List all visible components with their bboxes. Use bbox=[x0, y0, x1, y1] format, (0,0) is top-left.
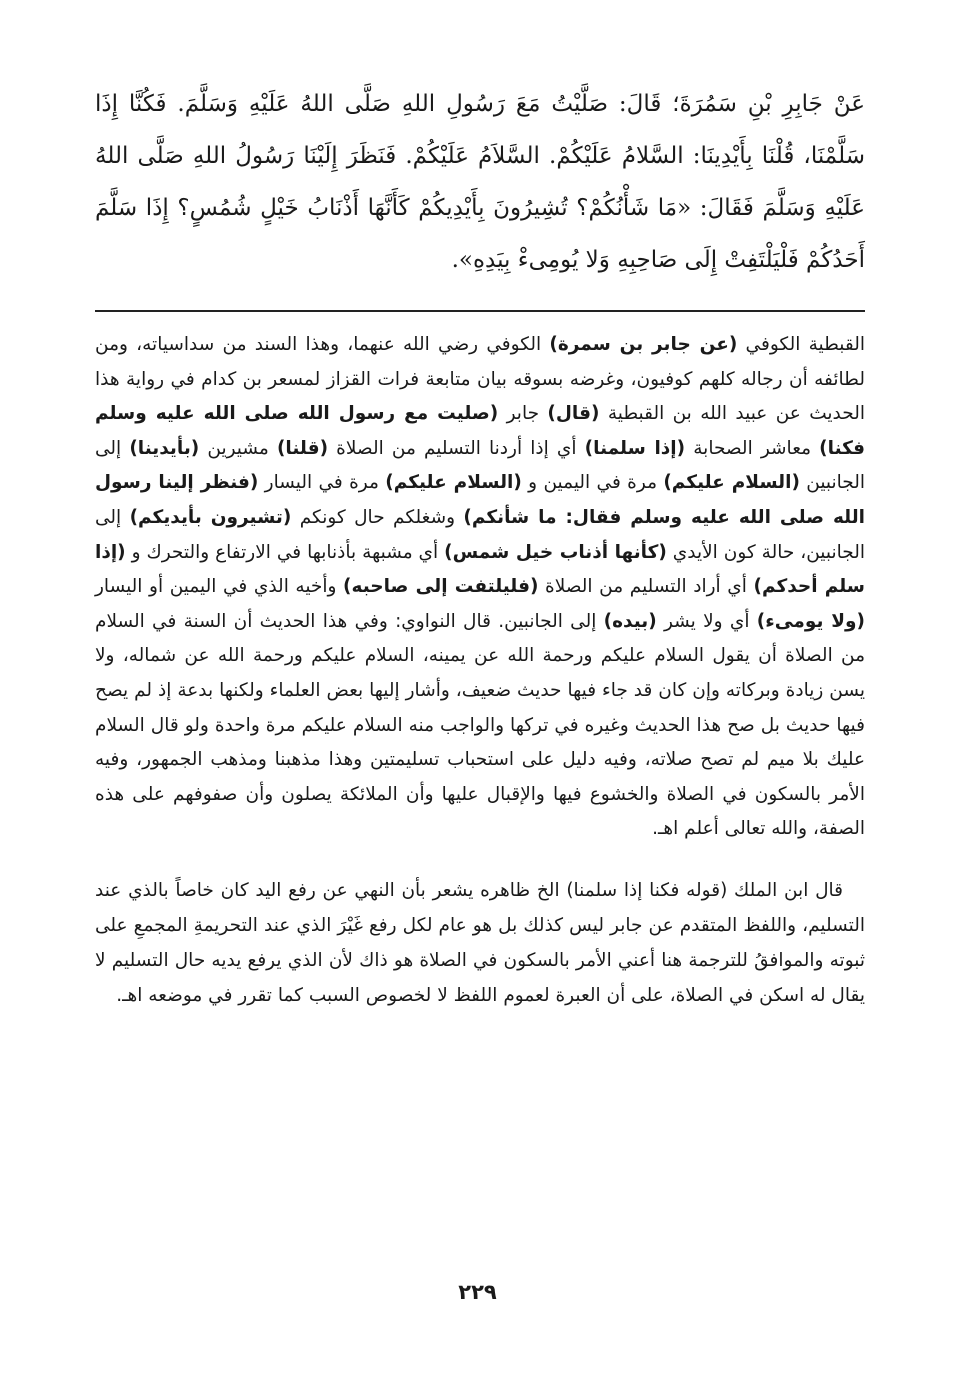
commentary-bold: (السلام عليكم) bbox=[663, 472, 800, 494]
commentary-bold: (فنظر إلينا رسول الله صلى الله عليه وسلم فقال: ما شأنكم) bbox=[95, 472, 866, 528]
commentary-bold: (فليلتفت إلى صاحبه) bbox=[343, 576, 539, 598]
commentary-segment: إلى الجانبين، حالة كون الأيدي bbox=[95, 506, 865, 563]
commentary-segment: أي ولا يشر bbox=[656, 610, 757, 632]
commentary-bold: (ولا يومىء) bbox=[756, 610, 865, 632]
commentary-segment: وأخيه الذي في اليمين أو اليسار bbox=[95, 576, 344, 598]
commentary-bold: (بأيدينا) bbox=[129, 437, 200, 459]
commentary-segment: جابر bbox=[498, 403, 548, 425]
commentary-segment: وشغلكم حال كونكم bbox=[291, 506, 464, 528]
commentary-bold: (قال) bbox=[547, 403, 600, 425]
commentary-bold: (بيده) bbox=[603, 610, 657, 632]
commentary-bold: (تشيرون بأيديكم) bbox=[129, 506, 292, 528]
page-body bbox=[95, 70, 865, 1013]
commentary-segment: أي إذا أردنا التسليم من الصلاة bbox=[328, 437, 585, 459]
hadith-text: عَنْ جَابِرِ بْنِ سَمُرَةَ؛ قَالَ: صَلَّيْتُ مَعَ رَسُولِ اللهِ صَلَّى اللهُ عَلَيْهِ وَسَلَّمَ. فَكُنَّا إِذَا سَلَّمْنَا، قُلْنَا بِأَيْدِينَا: السَّلامُ عَلَيْكُمْ. السَّلاَمُ عَلَيْكُمْ. فَنَظَرَ إِلَيْنَا رَسُولُ اللهِ صَلَّى اللهُ عَلَيْهِ وَسَلَّمَ فَقَالَ: «مَا شَأْنُكُمْ؟ تُشِيرُونَ بِأَيْدِيكُمْ كَأَنَّهَا أَذْنَابُ خَيْلٍ شُمُسٍ؟ إِذَا سَلَّمَ أَحَدُكُمْ فَلْيَلْتَفِتْ إِلَى صَاحِبِهِ وَلا يُومِىءْ بِيَدِهِ». bbox=[95, 91, 865, 273]
commentary-segment: إلى الجانبين. قال النواوي: وفي هذا الحديث أن السنة في السلام من الصلاة أن يقول السلام عليكم ورحمة الله عن يمينه، السلام عليكم ورحمة الله عن شماله، ولا يسن زيادة وبركاته وإن كان قد جاء فيها حديث ضعيف، وأشار إليها بعض العلماء ولكنها بدعة إذ لم يصح فيها حديث بل صح هذا الحديث وغيره في تركها والواجب منه السلام عليكم مرة واحدة ولو قال السلام عليك بلا ميم لم تصح صلاته، وفيه دليل على استحباب تسليمتين وهذا مذهبنا ومذهب الجمهور، وفيه الأمر بالسكون في الصلاة والخشوع فيها والإقبال عليها وأن الملائكة يصلون وأن صفوفهم على هذه الصفة، والله تعالى أعلم اهـ. bbox=[95, 610, 865, 840]
ibn-al-malik-paragraph: قال ابن الملك (قوله فكنا إذا سلمنا) الخ ظاهره يشعر بأن النهي عن رفع اليد كان خاصاً بالذي عند التسليم، واللفظ المتقدم عن جابر ليس كذلك بل هو عام لكل رفع غَيْرَ الذي عند التحريمةِ المجمعِ على ثبوته والموافقُ للترجمة هنا أعني الأمر بالسكون في الصلاة هو ذاك لأن الذي يرفع يديه حال التسليم لا يقال له اسكن في الصلاة، على أن العبرة لعموم اللفظ لا لخصوص السبب كما تقرر في موضعه اهـ. bbox=[95, 879, 865, 1006]
commentary-segment: الكوفي رضي الله عنهما، وهذا السند من سداسياته، ومن لطائفه أن رجاله كلهم كوفيون، وغرضه بسوقه بيان متابعة فرات القزاز لمسعر بن كدام في رواية هذا الحديث عن عبيد الله بن القبطية bbox=[95, 334, 865, 425]
commentary-paragraph bbox=[95, 328, 865, 847]
commentary-bold: (كأنها أذناب خيل شمس) bbox=[444, 541, 667, 563]
commentary-segment: مرة في اليمين و bbox=[521, 472, 664, 494]
commentary-bold: (عن جابر بن سمرة) bbox=[549, 334, 738, 355]
commentary-segment: أي مشبهة بأذنابها في الارتفاع والتحرك و bbox=[125, 541, 445, 563]
commentary-segment: أي أراد التسليم من الصلاة bbox=[538, 576, 754, 598]
commentary-bold: (قلنا) bbox=[276, 437, 329, 459]
commentary-bold: (صليت مع رسول الله صلى الله عليه وسلم فكنا) bbox=[95, 403, 865, 459]
commentary-bold: (إذا سلمنا) bbox=[584, 437, 686, 459]
page-number: ٢٢٩ bbox=[458, 1280, 497, 1304]
commentary-segment: معاشر الصحابة bbox=[685, 437, 820, 459]
footnote-divider bbox=[95, 310, 865, 312]
commentary-segment: إلى الجانبين bbox=[95, 437, 866, 494]
commentary-segment: القبطية الكوفي bbox=[737, 334, 866, 355]
commentary-segment: مرة في اليسار bbox=[258, 472, 386, 494]
commentary-bold: (إذا سلم أحدكم) bbox=[95, 541, 865, 598]
commentary-bold: (السلام عليكم) bbox=[385, 472, 522, 494]
commentary-segment: مشيرين bbox=[199, 437, 277, 459]
